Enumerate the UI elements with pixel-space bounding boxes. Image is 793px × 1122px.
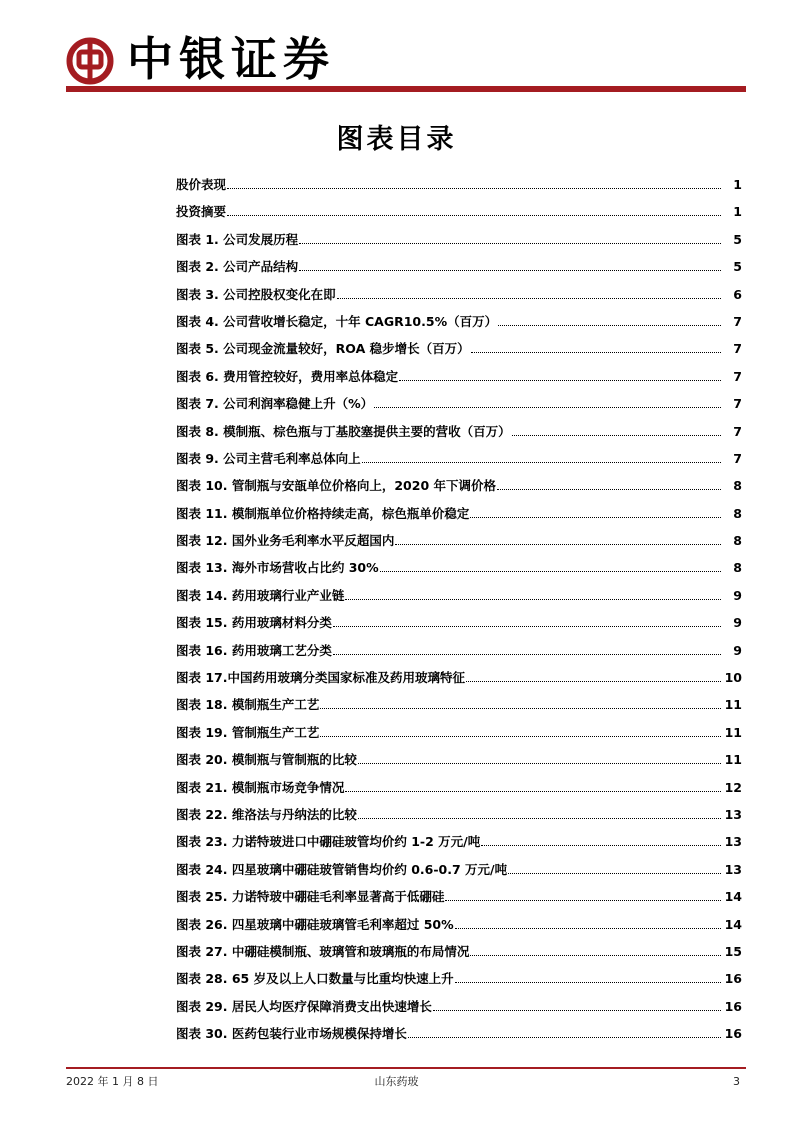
toc-entry-page[interactable]: 7 (733, 341, 742, 357)
toc-entry-page[interactable]: 7 (733, 368, 742, 384)
toc-entry-page[interactable]: 12 (724, 779, 742, 795)
header-divider (66, 86, 746, 92)
toc-entry-page[interactable]: 8 (733, 560, 742, 576)
toc-dot-leader (408, 1025, 721, 1038)
toc-entry-label[interactable]: 图表 25. 力诺特玻中硼硅毛利率显著高于低硼硅 (176, 889, 445, 905)
bank-of-china-logo-icon (66, 37, 114, 85)
toc-entry[interactable] (176, 363, 742, 390)
toc-entry-label[interactable]: 图表 15. 药用玻璃材料分类 (176, 615, 332, 631)
toc-entry[interactable] (176, 746, 742, 773)
toc-dot-leader (333, 614, 721, 627)
toc-dot-leader (337, 286, 721, 299)
toc-entry[interactable] (176, 500, 742, 527)
toc-dot-leader (345, 779, 721, 792)
toc-dot-leader (481, 833, 721, 846)
toc-dot-leader (320, 724, 721, 737)
toc-entry[interactable] (176, 801, 742, 828)
toc-entry-label[interactable]: 图表 5. 公司现金流量较好，ROA 稳步增长（百万） (176, 341, 470, 357)
toc-entry[interactable] (176, 226, 742, 253)
toc-entry-page[interactable]: 9 (733, 587, 742, 603)
toc-entry-page[interactable]: 15 (724, 943, 742, 959)
toc-entry-label[interactable]: 图表 23. 力诺特玻进口中硼硅玻管均价约 1-2 万元/吨 (176, 834, 481, 850)
toc-entry-label[interactable]: 图表 18. 模制瓶生产工艺 (176, 697, 320, 713)
toc-dot-leader (470, 505, 721, 518)
toc-entry-label[interactable]: 图表 2. 公司产品结构 (176, 259, 299, 275)
toc-entry[interactable] (176, 418, 742, 445)
toc-entry[interactable] (176, 308, 742, 335)
toc-entry-page[interactable]: 16 (724, 998, 742, 1014)
toc-entry-page[interactable]: 5 (733, 259, 742, 275)
toc-dot-leader (227, 203, 721, 216)
toc-entry-page[interactable]: 11 (724, 724, 742, 740)
toc-entry-page[interactable]: 8 (733, 505, 742, 521)
toc-entry-label[interactable]: 图表 6. 费用管控较好，费用率总体稳定 (176, 368, 399, 384)
table-of-figures (176, 171, 742, 1048)
toc-entry-label[interactable]: 图表 22. 维洛法与丹纳法的比较 (176, 806, 357, 822)
toc-entry[interactable] (176, 582, 742, 609)
toc-entry-label[interactable]: 图表 9. 公司主营毛利率总体向上 (176, 450, 361, 466)
page-title: 图表目录 (336, 124, 457, 155)
toc-dot-leader (455, 970, 721, 983)
toc-entry[interactable] (176, 965, 742, 992)
toc-entry-label[interactable]: 股价表现 (176, 177, 227, 192)
toc-dot-leader (466, 669, 721, 682)
toc-dot-leader (512, 423, 721, 436)
toc-entry-label[interactable]: 图表 8. 模制瓶、棕色瓶与丁基胶塞提供主要的营收（百万） (176, 423, 511, 439)
toc-dot-leader (358, 751, 721, 764)
toc-entry-page[interactable]: 10 (724, 670, 742, 686)
toc-entry-label[interactable]: 图表 16. 药用玻璃工艺分类 (176, 642, 332, 658)
toc-entry[interactable] (176, 1020, 742, 1047)
toc-dot-leader (399, 368, 721, 381)
toc-dot-leader (227, 176, 721, 189)
toc-entry[interactable] (176, 774, 742, 801)
toc-dot-leader (471, 340, 721, 353)
toc-entry-label[interactable]: 图表 4. 公司营收增长稳定，十年 CAGR10.5%（百万） (176, 313, 498, 329)
footer-divider (66, 1067, 746, 1069)
toc-entry-label[interactable]: 图表 1. 公司发展历程 (176, 231, 299, 247)
toc-entry-label[interactable]: 图表 14. 药用玻璃行业产业链 (176, 587, 345, 603)
toc-entry-label[interactable]: 图表 17.中国药用玻璃分类国家标准及药用玻璃特征 (176, 670, 465, 686)
footer-company: 山东药玻 (374, 1075, 419, 1088)
toc-dot-leader (333, 642, 721, 655)
toc-entry[interactable] (176, 719, 742, 746)
toc-dot-leader (299, 231, 721, 244)
toc-entry-page[interactable]: 14 (724, 889, 742, 905)
toc-entry-label[interactable]: 图表 19. 管制瓶生产工艺 (176, 724, 320, 740)
toc-entry[interactable] (176, 335, 742, 362)
toc-dot-leader (395, 532, 721, 545)
toc-entry-page[interactable]: 16 (724, 971, 742, 987)
toc-dot-leader (380, 559, 721, 572)
toc-entry-label[interactable]: 投资摘要 (176, 204, 227, 220)
toc-entry[interactable] (176, 883, 742, 910)
footer-date: 2022 年 1 月 8 日 (66, 1075, 159, 1088)
toc-dot-leader (345, 587, 721, 600)
page-header (0, 0, 793, 100)
toc-entry-label[interactable]: 图表 11. 模制瓶单位价格持续走高，棕色瓶单价稳定 (176, 505, 470, 521)
toc-entry-page[interactable]: 9 (733, 642, 742, 658)
toc-entry-page[interactable]: 16 (724, 1026, 742, 1042)
toc-entry-label[interactable]: 图表 24. 四星玻璃中硼硅玻管销售均价约 0.6-0.7 万元/吨 (176, 861, 508, 877)
toc-dot-leader (358, 806, 721, 819)
toc-entry[interactable] (176, 664, 742, 691)
toc-entry-label[interactable]: 图表 30. 医药包装行业市场规模保持增长 (176, 1026, 407, 1042)
toc-dot-leader (362, 450, 721, 463)
toc-dot-leader (320, 696, 721, 709)
toc-entry-label[interactable]: 图表 7. 公司利润率稳健上升（%） (176, 396, 374, 412)
toc-entry[interactable] (176, 856, 742, 883)
toc-entry[interactable] (176, 938, 742, 965)
toc-entry[interactable] (176, 554, 742, 581)
brand-name: 中银证券 (127, 32, 335, 86)
toc-entry-label[interactable]: 图表 20. 模制瓶与管制瓶的比较 (176, 752, 357, 768)
toc-entry-label[interactable]: 图表 26. 四星玻璃中硼硅玻璃管毛利率超过 50% (176, 916, 454, 932)
toc-entry-page[interactable]: 1 (733, 204, 742, 220)
toc-entry-page[interactable]: 9 (733, 615, 742, 631)
toc-entry[interactable] (176, 527, 742, 554)
toc-entry-label[interactable]: 图表 12. 国外业务毛利率水平反超国内 (176, 533, 395, 549)
toc-entry-page[interactable]: 7 (733, 450, 742, 466)
toc-entry[interactable] (176, 171, 742, 198)
toc-entry-label[interactable]: 图表 10. 管制瓶与安瓿单位价格向上，2020 年下调价格 (176, 478, 496, 494)
toc-entry[interactable] (176, 445, 742, 472)
toc-dot-leader (470, 943, 721, 956)
toc-entry-page[interactable]: 8 (733, 533, 742, 549)
toc-entry[interactable] (176, 828, 742, 855)
toc-entry-label[interactable]: 图表 13. 海外市场营收占比约 30% (176, 560, 379, 576)
toc-entry[interactable] (176, 609, 742, 636)
toc-entry[interactable] (176, 472, 742, 499)
toc-entry-label[interactable]: 图表 27. 中硼硅模制瓶、玻璃管和玻璃瓶的布局情况 (176, 943, 470, 959)
toc-dot-leader (299, 258, 721, 271)
toc-entry-page[interactable]: 11 (724, 752, 742, 768)
toc-entry-label[interactable]: 图表 29. 居民人均医疗保障消费支出快速增长 (176, 998, 432, 1014)
toc-dot-leader (433, 998, 721, 1011)
toc-entry[interactable] (176, 993, 742, 1020)
toc-entry-page[interactable]: 13 (724, 861, 742, 877)
toc-entry[interactable] (176, 281, 742, 308)
toc-dot-leader (497, 477, 721, 490)
toc-dot-leader (508, 861, 721, 874)
toc-entry[interactable] (176, 637, 742, 664)
toc-dot-leader (455, 916, 721, 929)
toc-entry[interactable] (176, 390, 742, 417)
toc-entry-page[interactable]: 7 (733, 396, 742, 412)
toc-entry-page[interactable]: 5 (733, 231, 742, 247)
toc-entry-page[interactable]: 14 (724, 916, 742, 932)
toc-entry[interactable] (176, 253, 742, 280)
toc-entry[interactable] (176, 691, 742, 718)
toc-entry-page[interactable]: 13 (724, 834, 742, 850)
toc-entry-page[interactable]: 13 (724, 806, 742, 822)
toc-entry-page[interactable]: 1 (733, 177, 742, 192)
toc-entry[interactable] (176, 911, 742, 938)
toc-dot-leader (445, 888, 721, 901)
toc-entry-label[interactable]: 图表 21. 模制瓶市场竞争情况 (176, 779, 345, 795)
toc-entry-page[interactable]: 8 (733, 478, 742, 494)
toc-entry-label[interactable]: 图表 3. 公司控股权变化在即 (176, 286, 336, 302)
footer-page-number: 3 (733, 1075, 740, 1088)
toc-entry-page[interactable]: 7 (733, 423, 742, 439)
toc-entry-page[interactable]: 6 (733, 286, 742, 302)
toc-dot-leader (374, 395, 721, 408)
toc-entry-page[interactable]: 11 (724, 697, 742, 713)
toc-entry-label[interactable]: 图表 28. 65 岁及以上人口数量与比重均快速上升 (176, 971, 454, 987)
toc-dot-leader (498, 313, 721, 326)
toc-entry-page[interactable]: 7 (733, 313, 742, 329)
toc-entry[interactable] (176, 198, 742, 225)
